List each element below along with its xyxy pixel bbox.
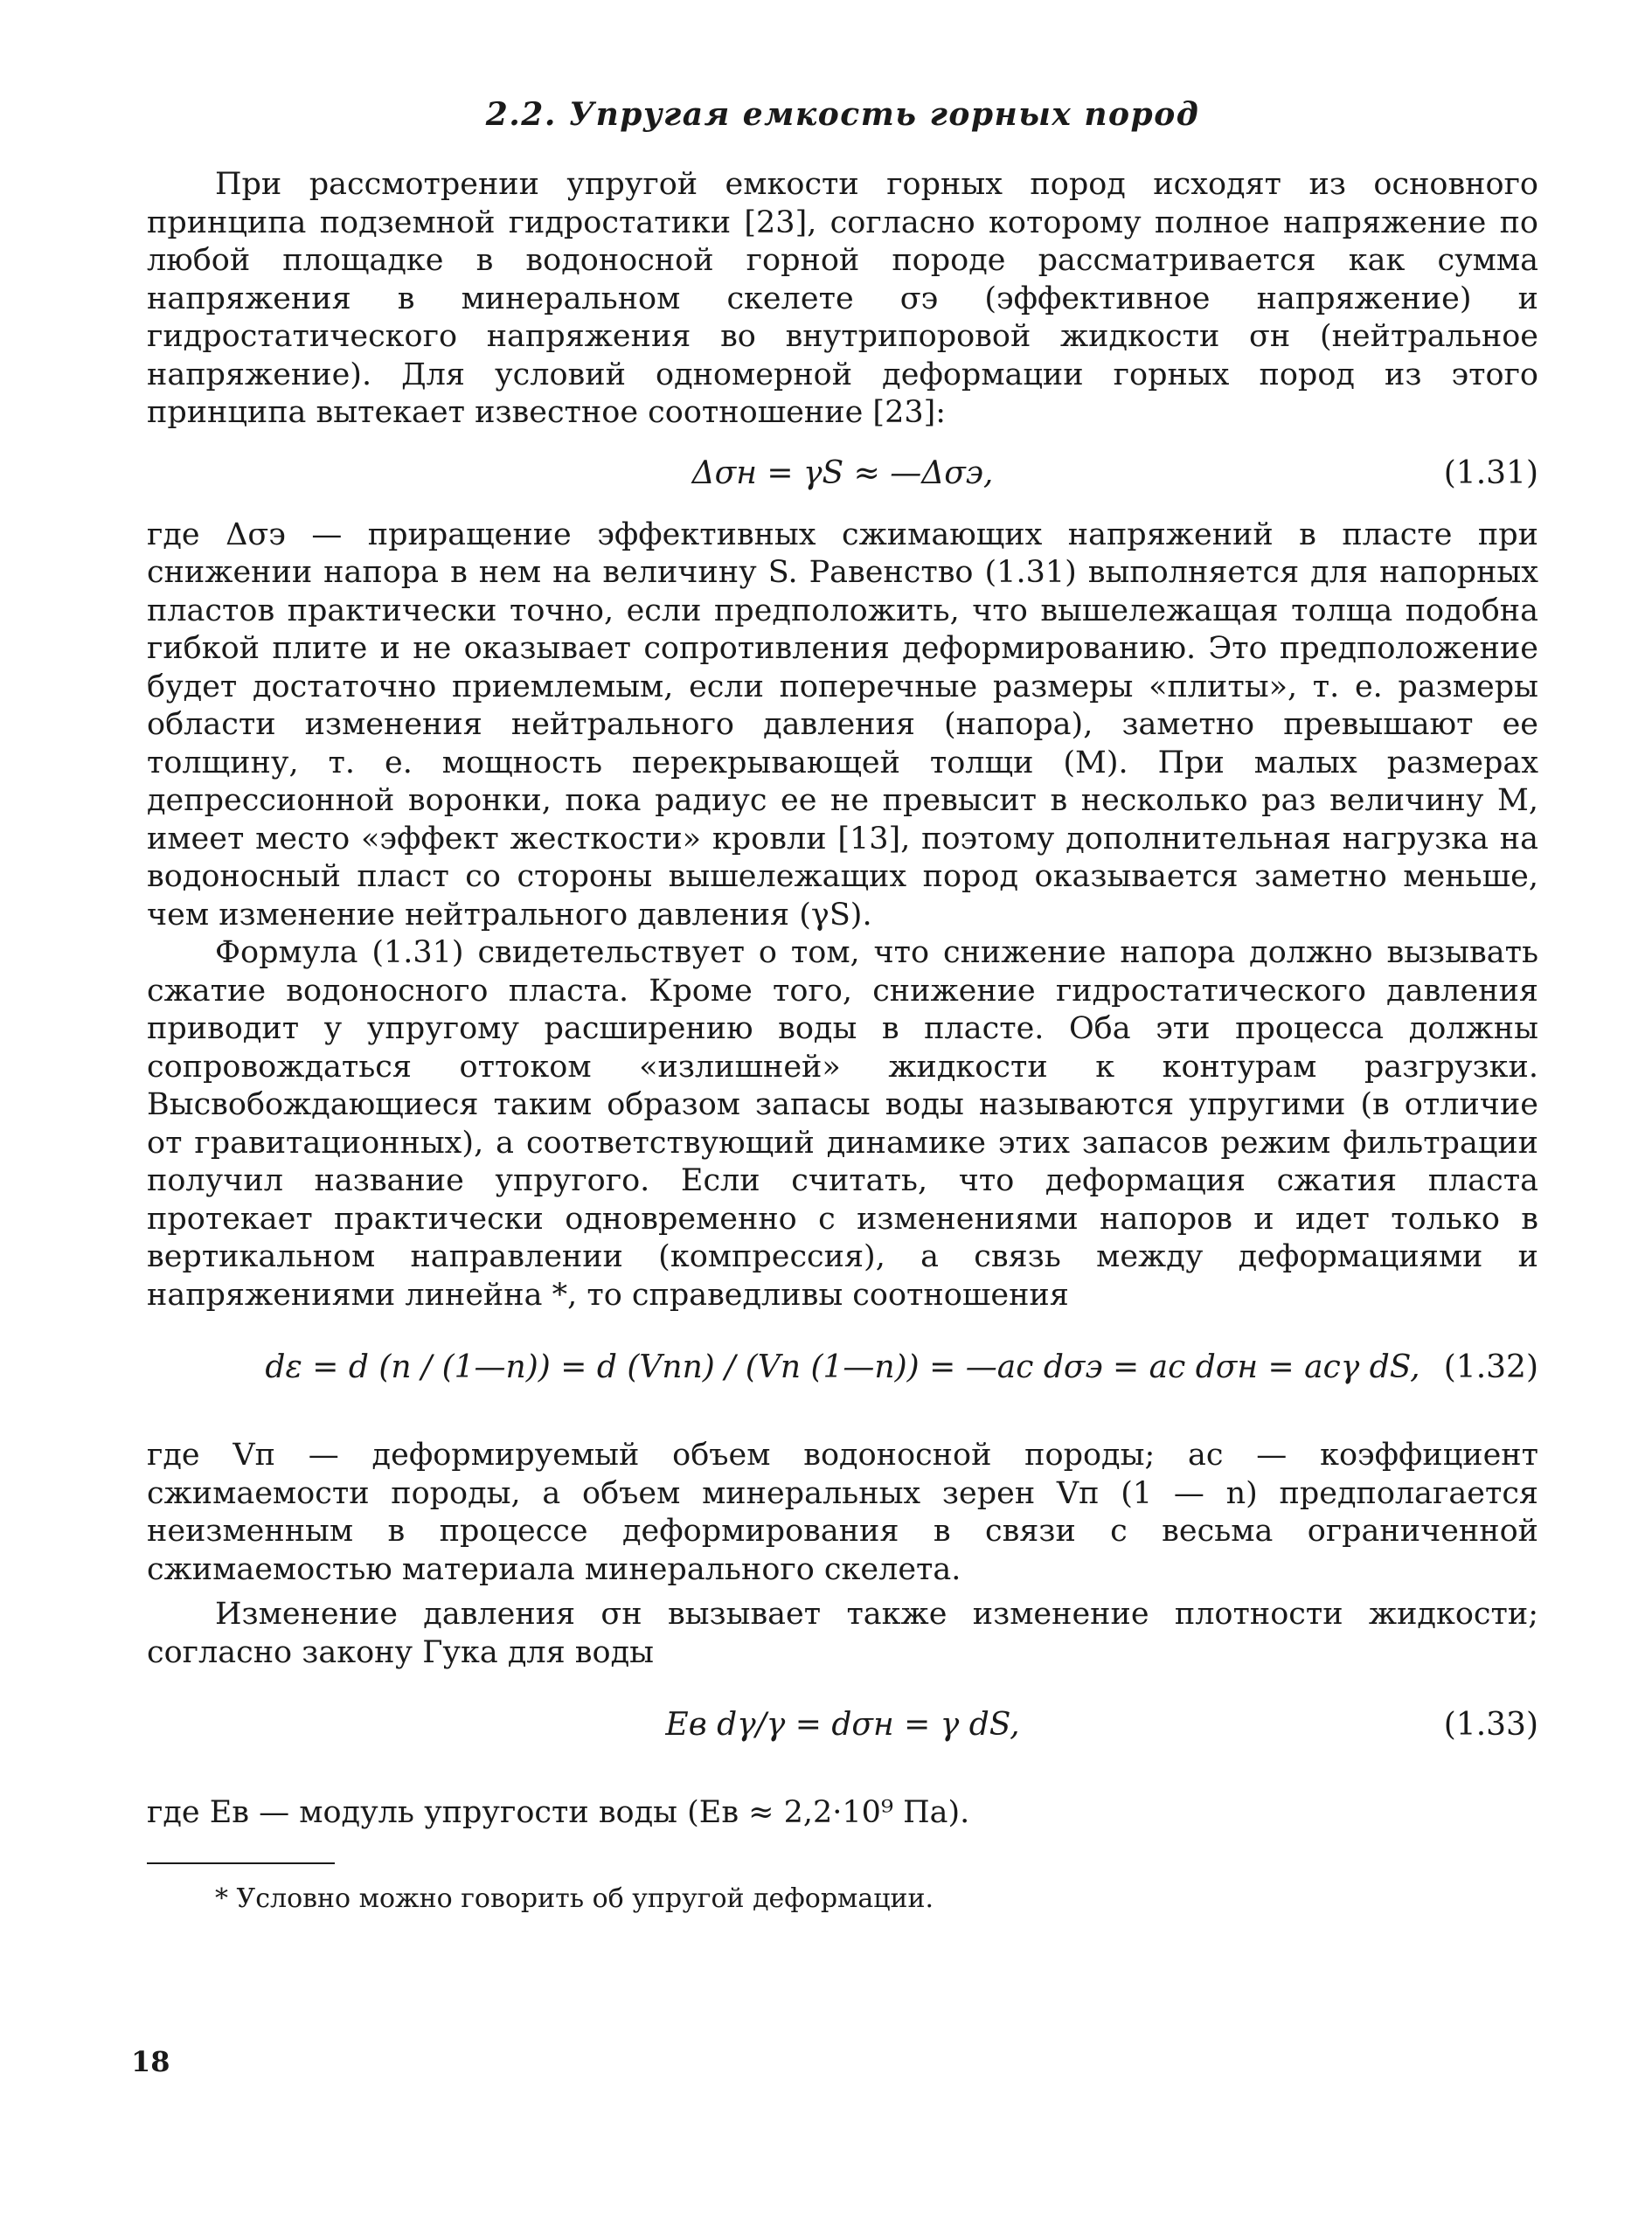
paragraph-1: При рассмотрении упругой емкости горных пород исходят из основного принципа подземной гидростатики [23], согласно которому полное напряжение по любой площадке в водоносной горной породе рассматривается как сумма напряжения в минеральном скелете σэ (эффективное напряжение) и гидростатического напряжения во внутрипоровой жидкости σн (нейтральное напряжение). Для условий одномерной деформации горных пород из этого принципа вытекает известное соотношение [23]:: [147, 167, 1538, 430]
equation-1-32: [147, 1314, 1538, 1437]
equation-1-31: [147, 433, 1538, 517]
equation-1-31-number: (1.31): [1443, 454, 1538, 491]
equation-1-33-expression: Eв dγ/γ = dσн = γ dS,: [665, 1707, 1020, 1743]
footnote: * Условно можно говорить об упругой деформации.: [215, 1883, 934, 1914]
paragraph-3: Формула (1.31) свидетельствует о том, что снижение напора должно вызывать сжатие водоносного пласта. Кроме того, снижение гидростатического давления приводит у упругому расширению воды в пласте. Оба эти процесса должны сопровождаться оттоком «излишней» жидкости к контурам разгрузки. Высвобождающиеся таким образом запасы воды называются упругими (в отличие от гравитационных), а соответствующий динамике этих запасов режим фильтрации получил название упругого. Если считать, что деформация сжатия пласта протекает практически одновременно с изменениями напоров и идет только в вертикальном направлении (компрессия), а связь между деформациями и напряжениями линейна *, то справедливы соотношения: [147, 935, 1538, 1313]
paragraph-6: где Eв — модуль упругости воды (Eв ≈ 2,2·10⁹ Па).: [147, 1795, 970, 1830]
equation-1-33-number: (1.33): [1443, 1707, 1538, 1743]
paragraph-2: где Δσэ — приращение эффективных сжимающих напряжений в пласте при снижении напора в нем на величину S. Равенство (1.31) выполняется для напорных пластов практически точно, если предположить, что вышележащая толща подобна гибкой плите и не оказывает сопротивления деформированию. Это предположение будет достаточно приемлемым, если поперечные размеры «плиты», т. е. размеры области изменения нейтрального давления (напора), заметно превышают ее толщину, т. е. мощность перекрывающей толщи (M). При малых размерах депрессионной воронки, пока радиус ее не превысит в несколько раз величину M, имеет место «эффект жесткости» кровли [13], поэтому дополнительная нагрузка на водоносный пласт со стороны вышележащих пород оказывается заметно меньше, чем изменение нейтрального давления (γS).: [147, 517, 1538, 933]
equation-1-33: [147, 1672, 1538, 1794]
equation-1-31-expression: Δσн = γS ≈ —Δσэ,: [691, 454, 994, 491]
page-content: [147, 96, 1538, 1917]
equation-1-32-number: (1.32): [1443, 1349, 1538, 1385]
page-number: 18: [131, 2045, 170, 2078]
paragraph-5: Изменение давления σн вызывает также изменение плотности жидкости; согласно закону Гука для воды: [147, 1597, 1538, 1670]
footnote-divider: [147, 1862, 335, 1864]
equation-1-32-expression: dε = d (n / (1—n)) = d (Vпn) / (Vп (1—n)) = —ac dσэ = ac dσн = acγ dS,: [265, 1349, 1420, 1385]
section-title: 2.2. Упругая емкость горных пород: [485, 96, 1200, 133]
paragraph-4: где Vп — деформируемый объем водоносной породы; ac — коэффициент сжимаемости породы, а объем минеральных зерен Vп (1 — n) предполагается неизменным в процессе деформирования в связи с весьма ограниченной сжимаемостью материала минерального скелета.: [147, 1438, 1538, 1587]
